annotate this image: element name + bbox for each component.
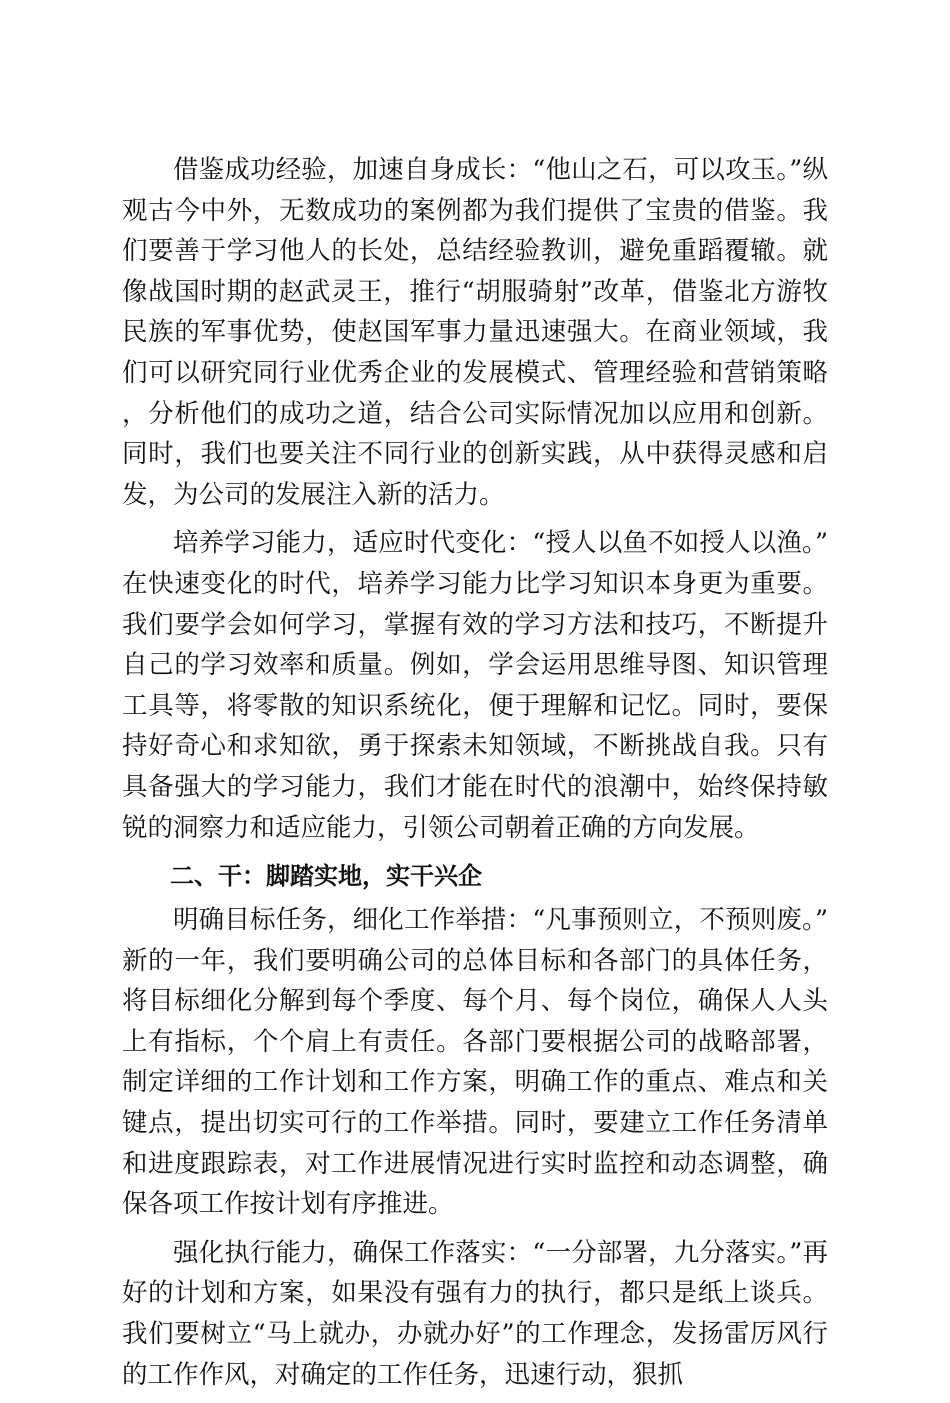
paragraph-learn-from-success: 借鉴成功经验，加速自身成长：“他山之石，可以攻玉。”纵观古今中外，无数成功的案例都为我们提供了宝贵的借鉴。我们要善于学习他人的长处，总结经验教训，避免重蹈覆辙。就像战国时期的赵武灵王，推行“胡服骑射”改革，借鉴北方游牧民族的军事优势，使赵国军事力量迅速强大。在商业领域，我们可以研究同行业优秀企业的发展模式、管理经验和营销策略，分析他们的成功之道，结合公司实际情况加以应用和创新。同时，我们也要关注不同行业的创新实践，从中获得灵感和启发，为公司的发展注入新的活力。 [122, 155, 828, 510]
paragraph-clear-goals: 明确目标任务，细化工作举措：“凡事预则立，不预则废。”新的一年，我们要明确公司的总体目标和各部门的具体任务，将目标细化分解到每个季度、每个月、每个岗位，确保人人头上有指标，个个肩上有责任。各部门要根据公司的战略部署，制定详细的工作计划和工作方案，明确工作的重点、难点和关键点，提出切实可行的工作举措。同时，要建立工作任务清单和进度跟踪表，对工作进展情况进行实时监控和动态调整，确保各项工作按计划有序推进。 [122, 905, 828, 1220]
paragraph-execution: 强化执行能力，确保工作落实：“一分部署，九分落实。”再好的计划和方案，如果没有强有力的执行，都只是纸上谈兵。我们要树立“马上就办，办就办好”的工作理念，发扬雷厉风行的工作作风，对确定的工作任务，迅速行动，狠抓 [122, 1237, 828, 1390]
paragraph-learning-ability: 培养学习能力，适应时代变化：“授人以鱼不如授人以渔。”在快速变化的时代，培养学习能力比学习知识本身更为重要。我们要学会如何学习，掌握有效的学习方法和技巧，不断提升自己的学习效率和质量。例如，学会运用思维导图、知识管理工具等，将零散的知识系统化，便于理解和记忆。同时，要保持好奇心和求知欲，勇于探索未知领域，不断挑战自我。只有具备强大的学习能力，我们才能在时代的浪潮中，始终保持敏锐的洞察力和适应能力，引领公司朝着正确的方向发展。 [122, 528, 828, 843]
section-heading: 二、干：脚踏实地，实干兴企 [170, 862, 482, 891]
document-body [122, 150, 828, 1403]
